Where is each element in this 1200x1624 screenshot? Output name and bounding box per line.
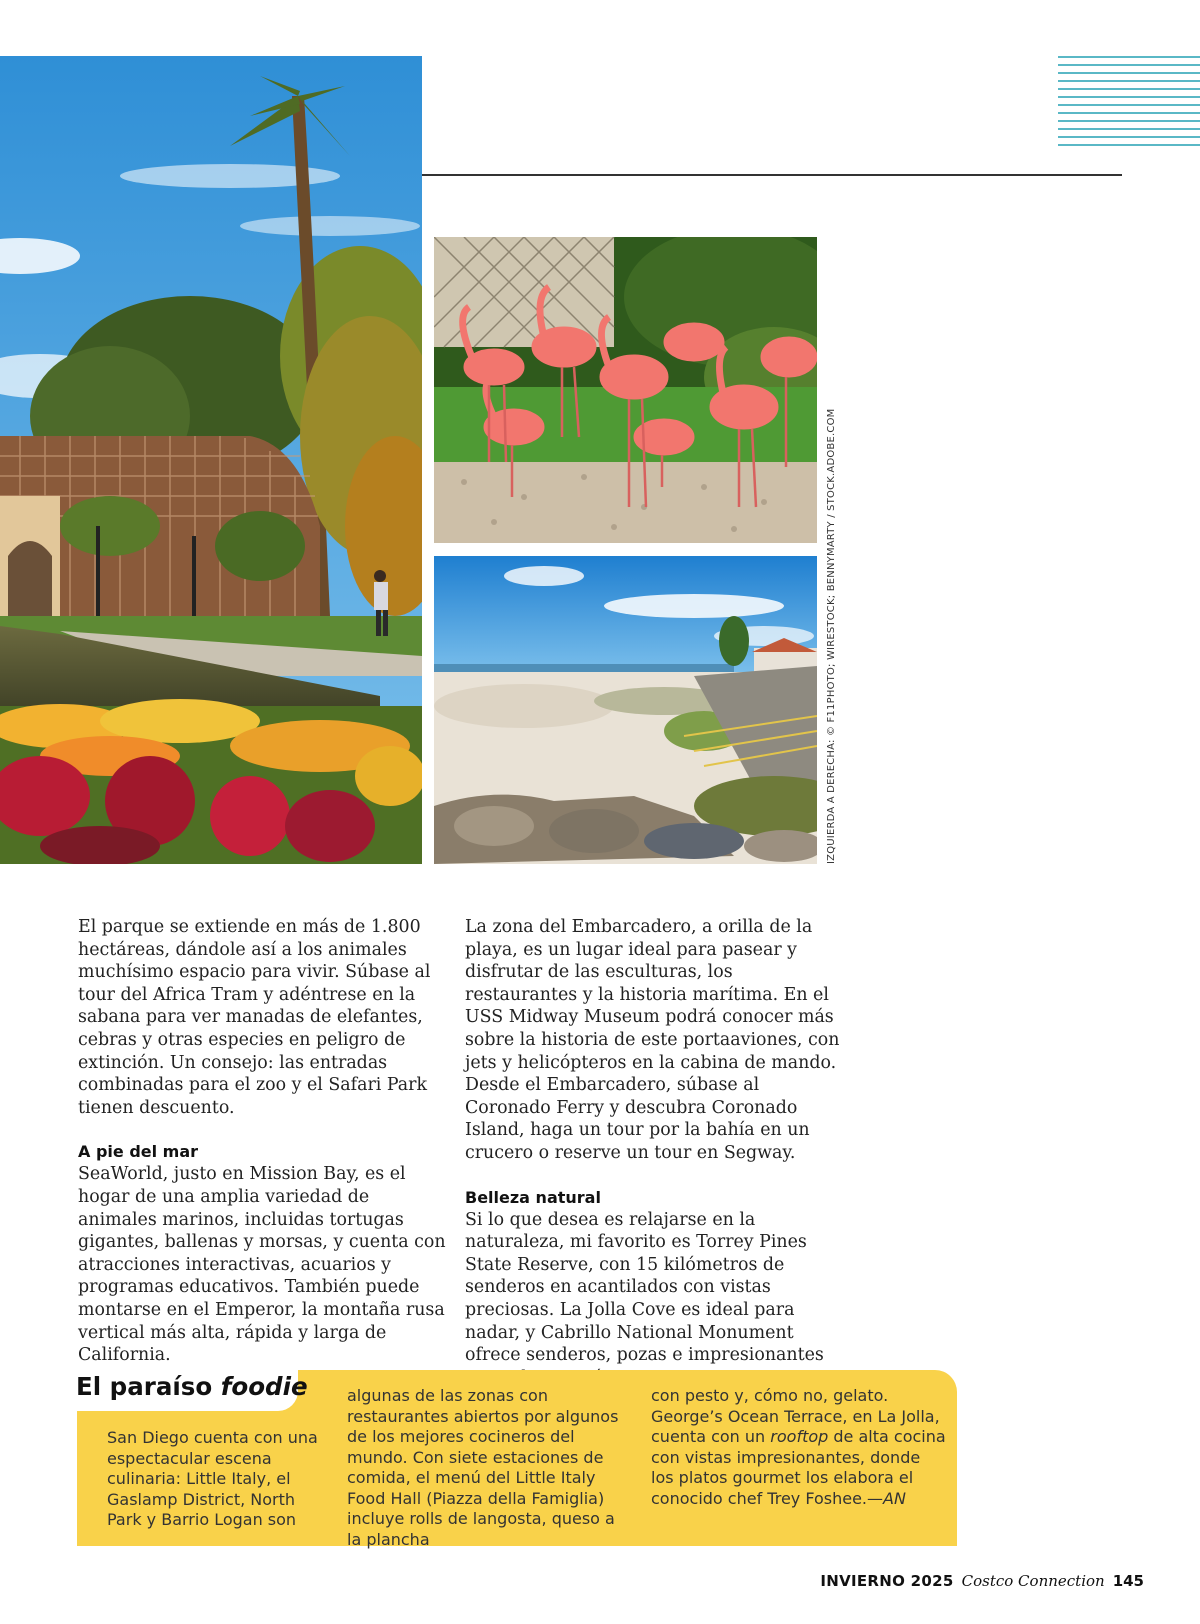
article-column-1	[78, 916, 450, 1367]
footer-season: INVIERNO 2025	[820, 1572, 954, 1590]
footer-magazine: Costco Connection	[961, 1572, 1105, 1590]
photo-beach-dunes	[434, 556, 817, 864]
foodie-title-plain: El paraíso	[76, 1372, 213, 1401]
paragraph-naturaleza-text: Si lo que desea es relajarse en la naturaleza, mi favorito es Torrey Pines State Reserve, con 15 kilómetros de senderos en acantilados con vistas preciosas. La Jolla Cove es ideal para nadar, y Cabrillo National Monument ofrece senderos, pozas e impresionantes	[465, 1209, 824, 1366]
foodie-column-2	[347, 1386, 629, 1550]
foodie-text-1: San Diego cuenta con una espectacular escena culinaria: Little Italy, el Gaslamp District, North Park y Barrio Logan son	[107, 1428, 318, 1529]
paragraph-embarcadero: La zona del Embarcadero, a orilla de la playa, es un lugar ideal para pasear y disfrutar de las esculturas, los restaurantes y la historia marítima. En el USS Midway Museum podrá conocer más sobre la historia de este portaaviones, con jets y helicópteros en la cabina de mando. Desde el Embarcadero, súbase al Coronado Ferry y descubra Coronado Island, haga un tour por la bahía en un crucero o reserve un tour en Segway.	[465, 917, 840, 1163]
header-rule	[422, 174, 1122, 176]
subheading-belleza-natural: Belleza natural	[465, 1187, 601, 1207]
foodie-text-3a: con pesto y, cómo no, gelato. George’s Ocean Terrace, en La Jolla, cuenta con un	[651, 1386, 940, 1446]
foodie-text-3	[651, 1386, 946, 1509]
page-footer	[820, 1572, 1144, 1590]
paragraph-zoo-safari: El parque se extiende en más de 1.800 hectáreas, dándole así a los animales muchísimo espacio para vivir. Súbase al tour del Africa Tram y adéntrese en la sabana para ver manadas de elefantes, cebras y otras especies en peligro de extinción. Un consejo: las entradas combinadas para el zoo y el Safari Park tienen descuento.	[78, 917, 431, 1118]
photo-flamingos	[434, 237, 817, 543]
article-column-2	[465, 916, 845, 1389]
foodie-title-italic: foodie	[220, 1372, 308, 1401]
foodie-column-3	[651, 1386, 946, 1509]
paragraph-seaworld: SeaWorld, justo en Mission Bay, es el hogar de una amplia variedad de animales marinos, incluidas tortugas gigantes, ballenas y morsas, y cuenta con atracciones interactivas, acuarios y programas educativos. También puede montarse en el Emperor, la montaña rusa vertical más alta, rápida y larga de California.	[78, 1164, 446, 1366]
foodie-text-2: algunas de las zonas con restaurantes abiertos por algunos de los mejores cocineros del mundo. Con siete estaciones de comida, el menú del Little Italy Food Hall (Piazza della Famiglia) incluye rolls de langosta, queso a la plancha	[347, 1386, 619, 1549]
page-number: 145	[1112, 1572, 1144, 1590]
paragraph-naturaleza	[465, 1209, 845, 1390]
foodie-text-3-italic: rooftop	[770, 1427, 829, 1446]
photo-credit: IZQUIERDA A DERECHA: © F11PHOTO; WIRESTOCK; BENNYMARTY / STOCK.ADOBE.COM	[826, 408, 837, 864]
foodie-text-3b: de alta cocina con vistas impresionantes, donde los platos gourmet los elabora el conocido chef Trey Foshee.—	[651, 1427, 946, 1508]
subheading-a-pie-del-mar: A pie del mar	[78, 1142, 199, 1162]
foodie-title	[76, 1372, 308, 1401]
foodie-column-1	[107, 1428, 329, 1531]
foodie-signature: AN	[883, 1488, 906, 1508]
photo-balboa-park	[0, 56, 422, 864]
decorative-stripes	[1058, 56, 1200, 146]
